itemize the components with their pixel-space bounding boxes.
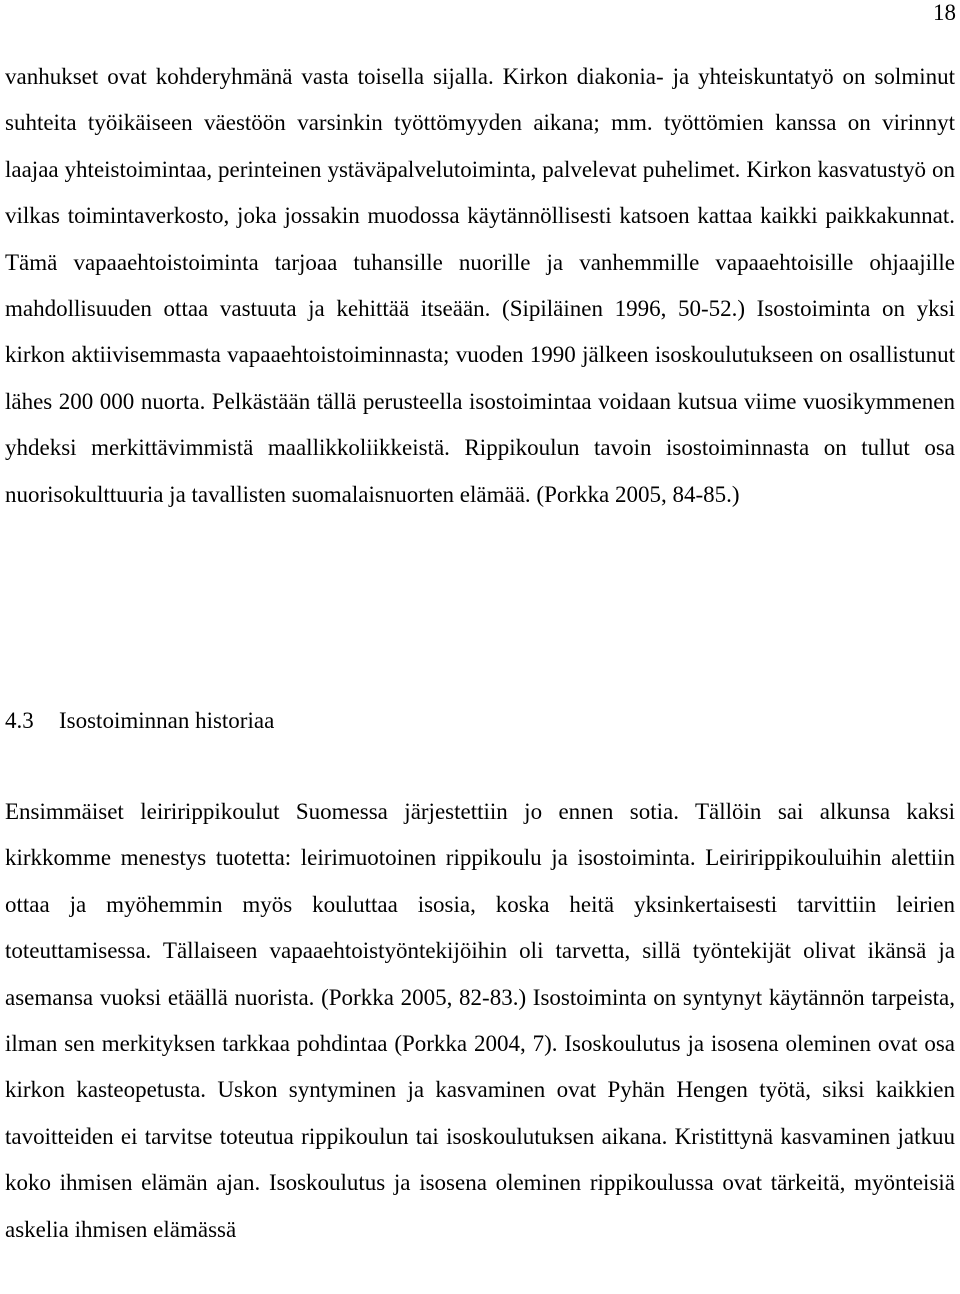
page-number: 18 <box>933 0 956 25</box>
body-paragraph: Ensimmäiset leiririppikoulut Suomessa järjestettiin jo ennen sotia. Tällöin sai alkunsa kaksi kirkkomme menestys tuotetta: leirimuotoinen rippikoulu ja isostoiminta. Leiririppikouluihin alettiin ottaa ja myöhemmin myös kouluttaa isosia, koska heitä yksinkertaisesti tarvittiin leirien toteuttamisessa. Tällaiseen vapaaehtoistyöntekijöihin oli tarvetta, sillä työntekijät olivat ikänsä ja asemansa vuoksi etäällä nuorista. (Porkka 2005, 82-83.) Isostoiminta on syntynyt käytännön tarpeista, ilman sen merkityksen tarkkaa pohdintaa (Porkka 2004, 7). Isoskoulutus ja isosena oleminen ovat osa kirkon kasteopetusta. Uskon syntyminen ja kasvaminen ovat Pyhän Hengen työtä, siksi kaikkien tavoitteiden ei tarvitse toteutua rippikoulun tai isoskoulutuksen aikana. Kristittynä kasvaminen jatkuu koko ihmisen elämän ajan. Isoskoulutus ja isosena oleminen rippikoulussa ovat tärkeitä, myönteisiä askelia ihmisen elämässä <box>5 799 955 1242</box>
section-title: Isostoiminnan historiaa <box>59 708 275 733</box>
body-paragraph: vanhukset ovat kohderyhmänä vasta toisella sijalla. Kirkon diakonia- ja yhteiskuntatyö on solminut suhteita työikäiseen väestöön varsinkin työttömyyden aikana; mm. työttömien kanssa on virinnyt laajaa yhteistoimintaa, perinteinen ystäväpalvelutoiminta, palvelevat puhelimet. Kirkon kasvatustyö on vilkas toimintaverkosto, joka jossakin muodossa käytännöllisesti katsoen kattaa kaikki paikkakunnat. Tämä vapaaehtoistoiminta tarjoaa tuhansille nuorille ja vanhemmille vapaaehtoisille ohjaajille mahdollisuuden ottaa vastuuta ja kehittää itseään. (Sipiläinen 1996, 50-52.) Isostoiminta on yksi kirkon aktiivisemmasta vapaaehtoistoiminnasta; vuoden 1990 jälkeen isoskoulutukseen on osallistunut lähes 200 000 nuorta. Pelkästään tällä perusteella isostoimintaa voidaan kutsua viime vuosikymmenen yhdeksi merkittävimmistä maallikkoliikkeistä. Rippikoulun tavoin isostoiminnasta on tullut osa nuorisokulttuuria ja tavallisten suomalaisnuorten elämää. (Porkka 2005, 84-85.) <box>5 64 955 507</box>
section-number: 4.3 <box>5 708 34 733</box>
section-heading <box>5 699 274 743</box>
